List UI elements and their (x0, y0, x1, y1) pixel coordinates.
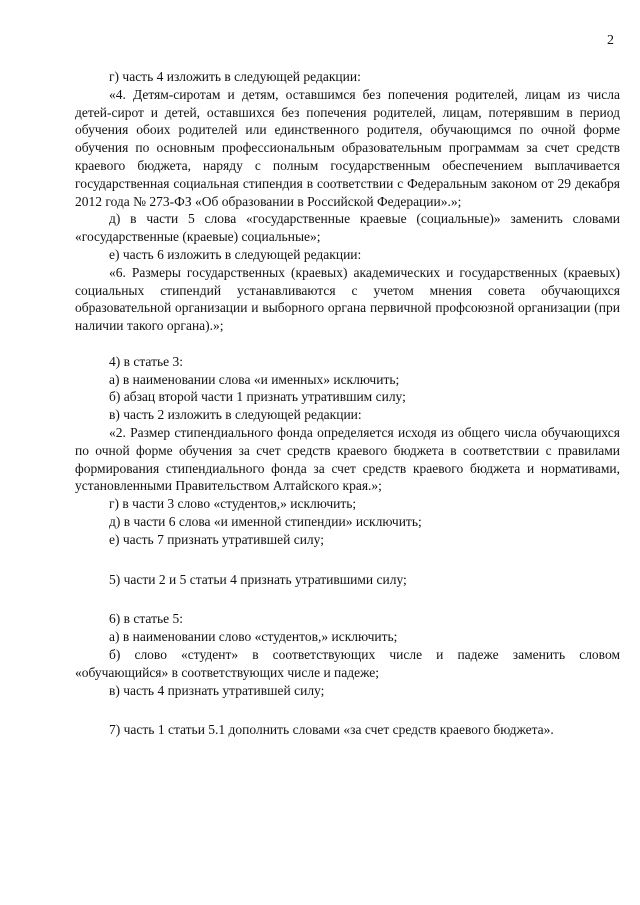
paragraph-item4-e: е) часть 7 признать утратившей силу; (109, 531, 324, 547)
paragraph-item4-b: б) абзац второй части 1 признать утратившим силу; (109, 389, 406, 405)
paragraph-d-part5: д) в части 5 слова «государственные краевые (социальные)» заменить словами «государственные (краевые) социальные»; (75, 211, 620, 245)
paragraph-part4-text: «4. Детям-сиротам и детям, оставшимся без попечения родителей, лицам из числа детей-сирот и детей, оставшихся без попечения родителей, лицам, потерявшим в период обучения обоих родителей или единственного родителя, обучающимся по очной форме обучения по основным профессиональным образовательным программам за счет средств краевого бюджета, наряду с полным государственным обеспечением выплачивается государственная социальная стипендия в соответствии с Федеральным законом от 29 декабря 2012 года № 273-ФЗ «Об образовании в Российской Федерации».»; (75, 86, 620, 209)
paragraph-part6-text: «6. Размеры государственных (краевых) академических и государственных (краевых) социальных стипендий устанавливаются с учетом мнения совета обучающихся образовательной организации и выборного органа первичной профсоюзной организации (при наличии такого органа).»; (75, 264, 620, 334)
spacer (75, 588, 620, 610)
spacer (75, 335, 620, 353)
spacer (75, 699, 620, 721)
paragraph-item5: 5) части 2 и 5 статьи 4 признать утратившими силу; (109, 571, 407, 587)
paragraph-item6-b: б) слово «студент» в соответствующих числе и падеже заменить словом «обучающийся» в соответствующих числе и падеже; (75, 646, 620, 680)
paragraph-item6-v: в) часть 4 признать утратившей силу; (109, 682, 325, 698)
paragraph-item6-a: а) в наименовании слово «студентов,» исключить; (109, 629, 398, 645)
paragraph-part2-text: «2. Размер стипендиального фонда определяется исходя из общего числа обучающихся по очной форме обучения за счет средств краевого бюджета в соответствии с правилами формирования стипендиального фонда за счет средств краевого бюджета и нормативами, установленными Правительством Алтайского края.»; (75, 424, 620, 494)
spacer (75, 549, 620, 571)
paragraph-item4-g: г) в части 3 слово «студентов,» исключить; (109, 496, 357, 512)
paragraph-item6: 6) в статье 5: (109, 611, 183, 627)
paragraph-item4-a: а) в наименовании слова «и именных» исключить; (109, 371, 400, 387)
paragraph-item4-d: д) в части 6 слова «и именной стипендии» исключить; (109, 513, 422, 529)
page-number: 2 (607, 33, 614, 48)
paragraph-item4: 4) в статье 3: (109, 353, 183, 369)
document-body (75, 68, 620, 739)
paragraph-item4-v: в) часть 2 изложить в следующей редакции: (109, 407, 362, 423)
paragraph-e-part6: е) часть 6 изложить в следующей редакции: (109, 246, 362, 262)
paragraph-item7: 7) часть 1 статьи 5.1 дополнить словами «за счет средств краевого бюджета». (109, 722, 554, 738)
paragraph-g-part4: г) часть 4 изложить в следующей редакции: (109, 69, 361, 84)
